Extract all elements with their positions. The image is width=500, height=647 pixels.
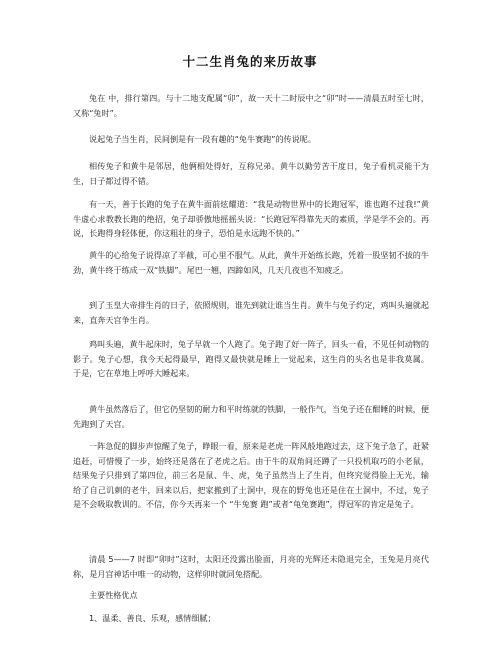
paragraph-neighbors: 相传兔子和黄牛是邻居，他俩相处得好，互称兄弟。黄牛以勤劳苦干度日，兔子看机灵能干为生，日子都过得不错。 [73, 161, 429, 186]
paragraph-mao-hour: 清晨 5——7 时即“卯时”这时，太阳还没露出脸面，月亮的光辉还未隐退完全，玉兔是月亮代称，是月宫神话中唯一的动物，这样卯时就同兔搭配。 [73, 554, 429, 579]
paragraph-race-day: 到了玉皇大帝排生肖的日子，依照规则，谁先到就让谁当生肖。黄牛与兔子约定，鸡叫头遍就起来，直奔天宫争生肖。 [73, 300, 429, 325]
paragraph-intro: 兔在 中，排行第四。与十二地支配属“卯”，故一天十二时辰中之“卯”时——清晨五时至七时，又称“兔时”。 [73, 93, 429, 118]
document-title: 十二生肖兔的来历故事 [182, 54, 318, 69]
paragraph-ox-arrives: 黄牛虽然落后了，但它仍坚韧的耐力和平时练就的铁脚，一般作气，当兔子还在酣睡的时候，便先跑到了天宫。 [73, 404, 429, 429]
paragraph-boast: 有一天，善于长跑的兔子在黄牛面前炫耀道：“我是动物世界中的长跑冠军，谁也跑不过我!”黄牛虚心求教教长跑的绝招，兔子却骄傲地摇摇头说：“长跑冠军得靠先天的素质，学是学不会的。再说，长跑得身轻体便，你这粗壮的身子，恐怕是永远跑不快的。” [73, 199, 429, 238]
paragraph-ranking: 一阵急促的脚步声惊醒了兔子，睁眼一看，原来是老虎一阵风般地跑过去，这下兔子急了，赶紧追赶，可惜慢了一步，始终还是落在了老虎之后。由于牛的双角间还蹲了一只投机取巧的小老鼠，结果兔子只排到了第四位，前三名是鼠、牛、虎，兔子虽然当上了生肖，但终究觉得脸上无光，输给了自己讥刺的老牛，回来以后，把家搬到了土洞中，现在的野兔也还是住在土洞中，不过，兔子是不会吸取教训的。不信，你今天再来一个 “牛兔赛 跑”或者“龟兔赛跑”，得冠军的肯定是兔子。 [73, 441, 429, 509]
paragraph-ox-training: 黄牛的心给兔子说得凉了半截，可心里不服气。从此，黄牛开始练长跑，凭着一股坚韧不拔的牛劲，黄牛终于练成一双“铁脚”。尾巴一翘，四蹄如风，几天几夜也不知疲乏。 [73, 250, 429, 275]
list-item-trait-1: 1、温柔、善良、乐观，感情细腻； [89, 613, 216, 623]
section-heading-traits: 主要性格优点 [89, 590, 138, 600]
paragraph-legend-intro: 说起兔子当生肖，民间倒是有一段有趣的“兔牛赛跑”的传说呢。 [89, 134, 316, 144]
paragraph-rabbit-sleeps: 鸡叫头遍，黄牛起床时，兔子早就一个人跑了。兔子跑了好一阵子，回头一看，不见任何动物的影子。兔子心想，我今天起得最早，跑得又最快就是睡上一觉起来，这生肖的头名也是非我莫属。于是，它在草地上呼呼大睡起来。 [73, 339, 429, 378]
